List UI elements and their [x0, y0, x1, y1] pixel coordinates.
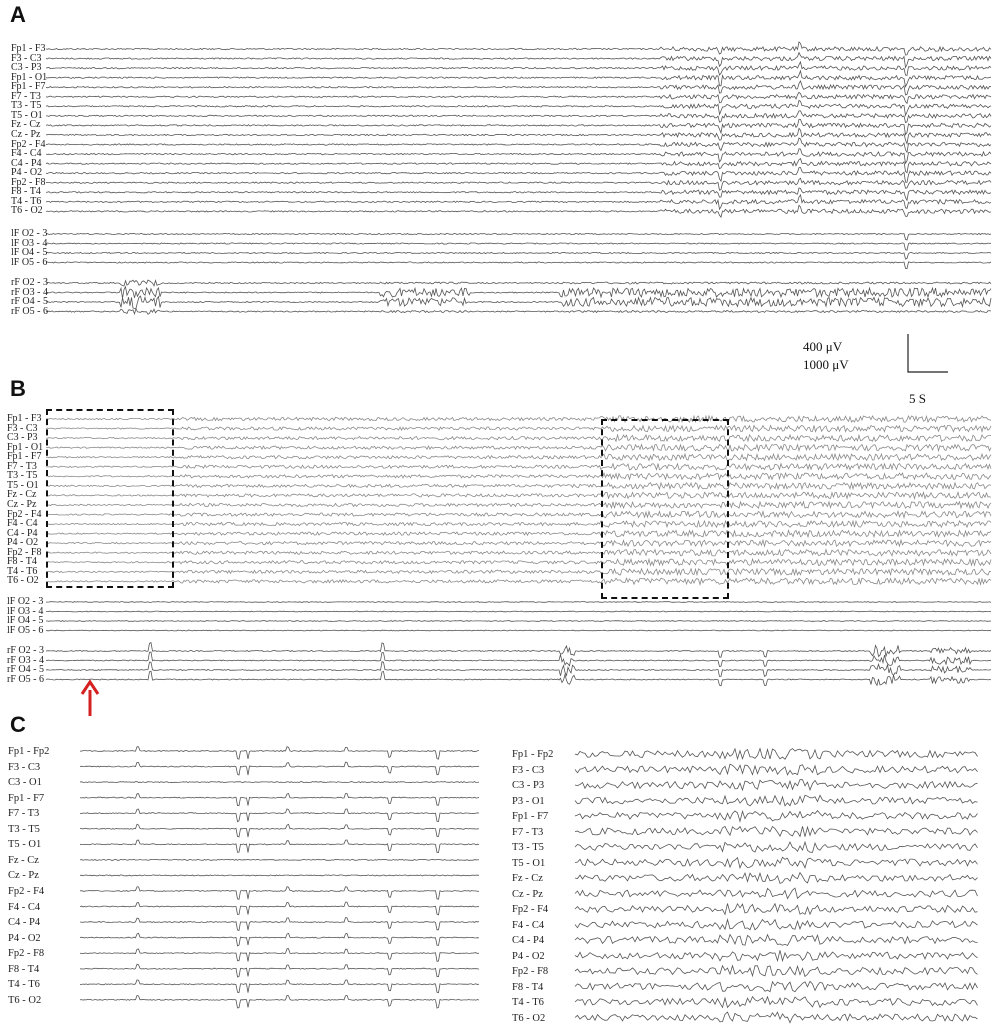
- panel-c-right-trace: [575, 950, 978, 961]
- panel-c-left-trace: [80, 918, 479, 931]
- panel-c-left-trace: [80, 794, 479, 806]
- panel-a-channel-label: T4 - T6: [11, 195, 42, 207]
- panel-a-eeg-trace: [46, 100, 991, 115]
- highlight-box-baseline: [46, 409, 174, 588]
- panel-c-right-channel-label: C3 - P3: [512, 780, 545, 791]
- panel-b-eeg-trace: [46, 521, 991, 527]
- scale-bar: [908, 334, 948, 372]
- panel-a-rf-label: rF O4 - 5: [11, 296, 48, 307]
- panel-a-lf-trace: [46, 243, 991, 250]
- panel-c-right-channel-label: P4 - O2: [512, 950, 545, 962]
- panel-a-rf-trace: [46, 280, 991, 286]
- panel-a-eeg-trace: [46, 149, 991, 164]
- panel-c-right-trace: [575, 888, 978, 898]
- panel-c-left-trace: [80, 964, 479, 977]
- panel-c-right-channel-label: Fz - Cz: [512, 873, 543, 884]
- panel-c-right-channel-label: F7 - T3: [512, 826, 544, 838]
- panel-b-eeg-trace: [46, 426, 991, 432]
- panel-c-left-channel-label: F7 - T3: [8, 808, 40, 820]
- panel-a-eeg-trace: [46, 205, 991, 217]
- panel-b-eeg-trace: [46, 454, 991, 460]
- panel-c-left-trace: [80, 980, 479, 993]
- panel-b-eeg-trace: [46, 559, 991, 565]
- panel-c-right-trace: [575, 857, 978, 868]
- panel-c-left-channel-label: P4 - O2: [8, 932, 41, 944]
- panel-c-left-channel-label: C3 - O1: [8, 777, 42, 789]
- panel-b-lf-label: lF O5 - 6: [7, 624, 44, 636]
- highlight-box-seizure: [601, 419, 729, 599]
- panel-a-channel-label: F7 - T3: [11, 90, 41, 102]
- panel-c-right-trace: [575, 811, 978, 822]
- panel-b-eeg-trace: [46, 511, 991, 517]
- panel-a-eeg-trace: [46, 178, 991, 190]
- panel-b-channel-label: T5 - O1: [7, 479, 39, 491]
- panel-c-left-trace: [80, 887, 479, 900]
- panel-c-right-channel-label: T3 - T5: [512, 842, 544, 853]
- panel-b-channel-label: C3 - P3: [7, 432, 38, 444]
- panel-c-left-trace: [80, 949, 479, 962]
- panel-b-rf-label: rF O3 - 4: [7, 654, 44, 666]
- panel-b-eeg-trace: [46, 435, 991, 441]
- panel-a-letter: A: [10, 2, 26, 27]
- panel-b-lf-label: lF O4 - 5: [7, 615, 44, 626]
- panel-b-eeg-trace: [46, 569, 991, 575]
- panel-b-rf-label: rF O2 - 3: [7, 645, 44, 656]
- panel-b-eeg-trace: [46, 492, 991, 498]
- panel-a-channel-label: T6 - O2: [11, 205, 43, 217]
- panel-b-eeg-trace: [46, 530, 991, 536]
- panel-c-right-channel-label: T5 - O1: [512, 857, 546, 869]
- panel-b-rf-trace: [46, 643, 991, 658]
- panel-c-right-channel-label: Fp2 - F8: [512, 966, 549, 977]
- scale-label-5s: 5 S: [909, 391, 926, 406]
- panel-a-eeg-trace: [46, 42, 991, 55]
- panel-b-rf-label: rF O4 - 5: [7, 664, 44, 675]
- panel-a-lf-label: lF O2 - 3: [11, 228, 48, 239]
- panel-c-right-trace: [575, 780, 978, 790]
- panel-c-left-trace: [80, 762, 479, 775]
- panel-b-rf-trace: [46, 652, 991, 666]
- panel-c-letter: C: [10, 712, 26, 737]
- panel-c-right-trace: [575, 795, 978, 806]
- panel-c-right-trace: [575, 935, 978, 946]
- panel-b-channel-label: Fz - Cz: [7, 489, 37, 501]
- onset-arrow-icon: [82, 682, 98, 716]
- panel-c-right-trace: [575, 873, 978, 884]
- panel-c-right-channel-label: Fp1 - F7: [512, 811, 549, 822]
- panel-c-right-channel-label: P3 - O1: [512, 795, 545, 807]
- panel-c-left-channel-label: Fp2 - F4: [8, 885, 45, 897]
- panel-a-eeg-trace: [46, 168, 991, 183]
- panel-a-eeg-trace: [46, 92, 991, 103]
- panel-b-channel-label: T3 - T5: [7, 470, 38, 482]
- panel-a-channel-label: Fz - Cz: [11, 119, 41, 131]
- panel-a-channel-label: C4 - P4: [11, 157, 42, 169]
- panel-c-left-channel-label: T5 - O1: [8, 839, 42, 851]
- panel-c-left-channel-label: F8 - T4: [8, 963, 40, 975]
- panel-a-eeg-trace: [46, 195, 991, 209]
- panel-c-right-trace: [575, 749, 978, 760]
- panel-b-eeg-trace: [46, 550, 991, 556]
- panel-c-left-trace: [80, 995, 479, 1008]
- panel-a-channel-label: F4 - C4: [11, 148, 42, 160]
- panel-b-lf-label: lF O2 - 3: [7, 596, 44, 607]
- panel-c-left-channel-label: Fp1 - Fp2: [8, 746, 50, 757]
- panel-c-left-channel-label: F3 - C3: [8, 761, 41, 773]
- panel-b-eeg-trace: [46, 483, 991, 489]
- panel-c-right-trace: [575, 997, 978, 1008]
- panel-c-left-channel-label: C4 - P4: [8, 917, 41, 929]
- panel-c-left-channel-label: T4 - T6: [8, 979, 40, 991]
- panel-a-eeg-trace: [46, 119, 991, 134]
- panel-b-channel-label: T6 - O2: [7, 575, 39, 587]
- panel-c-right-channel-label: Fp1 - Fp2: [512, 749, 554, 760]
- panel-c-left-channel-label: F4 - C4: [8, 901, 41, 913]
- panel-a-channel-label: T5 - O1: [11, 109, 43, 121]
- panel-a-eeg-trace: [46, 188, 991, 200]
- panel-a-rf-trace: [46, 287, 991, 299]
- panel-c-right-channel-label: C4 - P4: [512, 935, 545, 946]
- panel-c-left-trace: [80, 875, 479, 876]
- panel-c-right-channel-label: F4 - C4: [512, 919, 545, 931]
- panel-b-eeg-trace: [46, 445, 991, 451]
- panel-c-left-channel-label: T3 - T5: [8, 823, 40, 835]
- panel-c-left-channel-label: T6 - O2: [8, 994, 42, 1006]
- panel-a-channel-label: F8 - T4: [11, 186, 41, 198]
- panel-a-channel-label: Fp1 - F3: [11, 43, 46, 54]
- panel-b-lf-trace: [46, 602, 991, 603]
- panel-a-eeg-trace: [46, 62, 991, 76]
- panel-c-left-channel-label: Cz - Pz: [8, 870, 39, 882]
- panel-b-channel-label: Fp1 - F7: [7, 451, 42, 463]
- panel-a-rf-trace: [46, 296, 991, 308]
- panel-b-eeg-trace: [46, 473, 991, 479]
- panel-c-right-trace: [575, 764, 978, 775]
- panel-c-left-trace: [80, 840, 479, 853]
- panel-c-right-trace: [575, 904, 978, 915]
- panel-b-channel-label: F4 - C4: [7, 518, 38, 530]
- panel-a-eeg-trace: [46, 111, 991, 123]
- panel-c-right-trace: [575, 920, 978, 930]
- panel-b-channel-label: F7 - T3: [7, 460, 37, 472]
- panel-c-left-channel-label: Fp1 - F7: [8, 792, 45, 804]
- panel-c-left-trace: [80, 902, 479, 915]
- panel-b-channel-label: T4 - T6: [7, 565, 38, 577]
- panel-b-channel-label: Cz - Pz: [7, 498, 37, 510]
- panel-c-left-trace: [80, 782, 479, 783]
- panel-b-rf-trace: [46, 662, 991, 677]
- panel-c-left-channel-label: Fp2 - F8: [8, 948, 45, 960]
- panel-a-lf-trace: [46, 233, 991, 240]
- panel-a-channel-label: Fp2 - F4: [11, 138, 46, 150]
- panel-a-channel-label: C3 - P3: [11, 62, 42, 74]
- panel-a-lf-trace: [46, 252, 991, 259]
- panel-a-rf-trace: [46, 309, 991, 315]
- panel-b-rf-label: rF O5 - 6: [7, 673, 44, 685]
- panel-a-channel-label: T3 - T5: [11, 100, 42, 112]
- panel-a-eeg-trace: [46, 138, 991, 152]
- panel-b-channel-label: C4 - P4: [7, 527, 38, 539]
- panel-a-eeg-trace: [46, 81, 991, 95]
- panel-b-channel-label: Fp2 - F8: [7, 546, 42, 558]
- panel-a-eeg-trace: [46, 53, 991, 68]
- panel-a-lf-label: lF O5 - 6: [11, 256, 48, 268]
- panel-c-right-trace: [575, 1012, 978, 1023]
- panel-a-channel-label: Fp2 - F8: [11, 176, 46, 188]
- panel-a-channel-label: Fp1 - F7: [11, 81, 46, 93]
- panel-c-left-trace: [80, 809, 479, 822]
- panel-c-right-trace: [575, 966, 978, 977]
- panel-a-lf-label: lF O4 - 5: [11, 247, 48, 258]
- panel-a-rf-label: rF O5 - 6: [11, 305, 48, 317]
- panel-c-right-trace: [575, 842, 978, 852]
- panel-a-rf-label: rF O2 - 3: [11, 277, 48, 288]
- panel-b-rf-trace: [46, 671, 991, 686]
- panel-b-channel-label: F8 - T4: [7, 556, 37, 568]
- panel-b-eeg-trace: [46, 416, 991, 422]
- panel-a-channel-label: Cz - Pz: [11, 128, 41, 140]
- panel-b-lf-trace: [46, 621, 991, 622]
- scale-label-400uv: 400 μV: [803, 339, 843, 354]
- panel-a-lf-label: lF O3 - 4: [11, 237, 48, 249]
- panel-c-right-channel-label: T6 - O2: [512, 1012, 546, 1024]
- panel-c-right-channel-label: F3 - C3: [512, 764, 545, 776]
- panel-b-eeg-trace: [46, 502, 991, 508]
- panel-b-lf-trace: [46, 611, 991, 612]
- panel-c-right-channel-label: Cz - Pz: [512, 888, 543, 900]
- panel-c-left-trace: [80, 859, 479, 860]
- panel-b-lf-label: lF O3 - 4: [7, 605, 44, 617]
- panel-c-left-trace: [80, 747, 479, 759]
- panel-a-channel-label: P4 - O2: [11, 167, 43, 179]
- panel-b-letter: B: [10, 376, 26, 401]
- panel-b-channel-label: Fp1 - O1: [7, 441, 44, 453]
- panel-b-channel-label: Fp2 - F4: [7, 508, 42, 520]
- panel-a-eeg-trace: [46, 128, 991, 143]
- panel-c-left-trace: [80, 933, 479, 946]
- panel-a-eeg-trace: [46, 159, 991, 173]
- panel-b-lf-trace: [46, 630, 991, 631]
- panel-b-eeg-trace: [46, 540, 991, 546]
- panel-b-channel-label: Fp1 - F3: [7, 413, 42, 424]
- panel-c-left-channel-label: Fz - Cz: [8, 854, 39, 866]
- panel-c-right-trace: [575, 826, 978, 836]
- panel-c-right-trace: [575, 981, 978, 991]
- panel-b-eeg-trace: [46, 464, 991, 470]
- panel-c-right-channel-label: T4 - T6: [512, 997, 544, 1008]
- panel-a-lf-trace: [46, 262, 991, 269]
- panel-b-channel-label: F3 - C3: [7, 422, 38, 434]
- panel-c-right-channel-label: F8 - T4: [512, 981, 544, 993]
- panel-a-rf-label: rF O3 - 4: [11, 286, 48, 298]
- panel-b-channel-label: P4 - O2: [7, 537, 39, 549]
- panel-c-right-channel-label: Fp2 - F4: [512, 904, 549, 915]
- scale-label-1000uv: 1000 μV: [803, 357, 849, 372]
- panel-c-left-trace: [80, 824, 479, 837]
- panel-a-eeg-trace: [46, 71, 991, 87]
- panel-b-eeg-trace: [46, 578, 991, 584]
- panel-a-channel-label: F3 - C3: [11, 52, 42, 64]
- panel-a-channel-label: Fp1 - O1: [11, 71, 48, 83]
